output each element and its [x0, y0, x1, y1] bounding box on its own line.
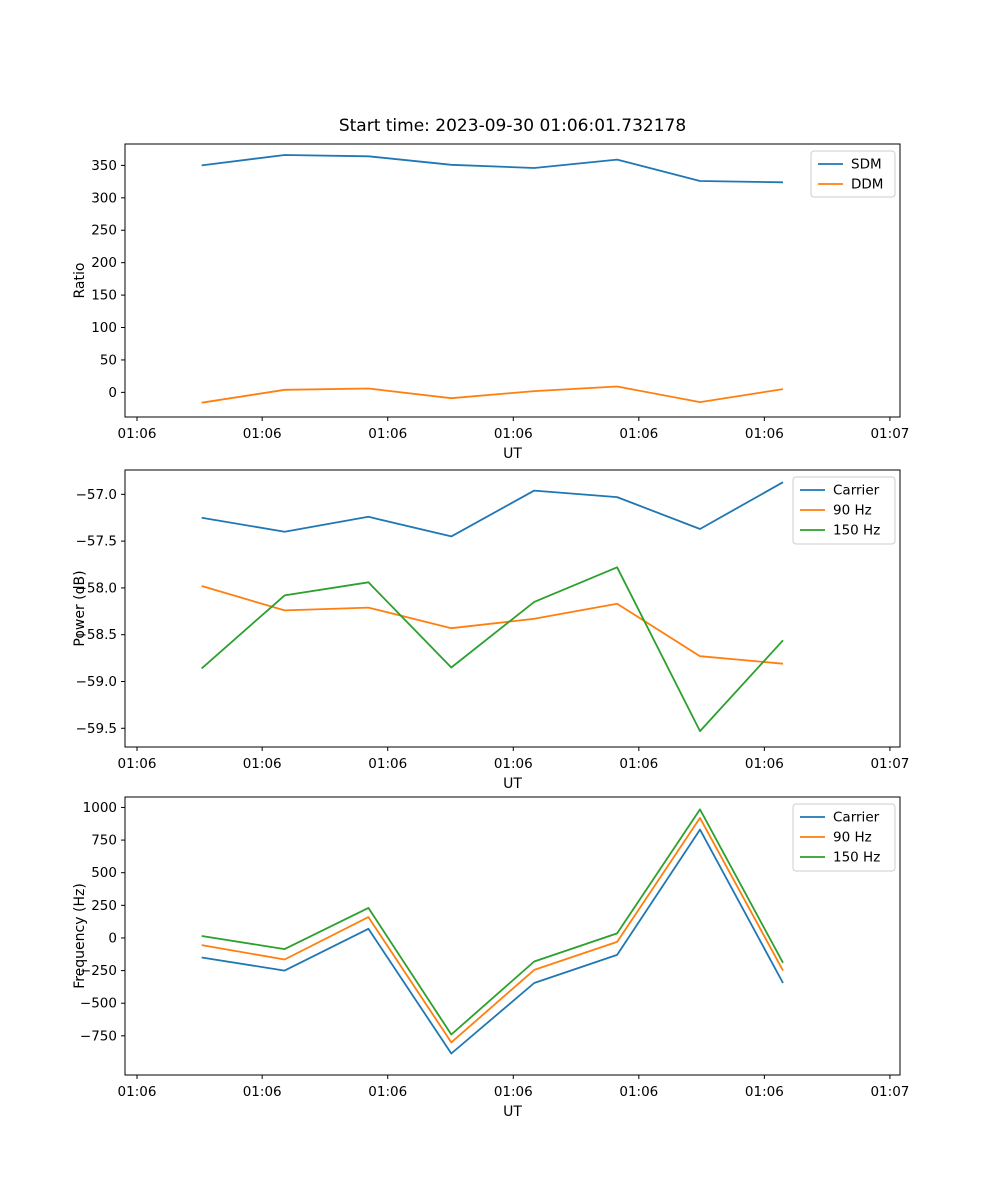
- series-line-sdm: [202, 155, 783, 182]
- figure-title: Start time: 2023-09-30 01:06:01.732178: [338, 116, 687, 136]
- legend: [811, 151, 895, 197]
- legend-label: 150 Hz: [833, 849, 881, 866]
- y-tick-label: 150: [91, 287, 117, 304]
- y-tick-label: −58.5: [75, 627, 117, 644]
- y-tick-label: 1000: [82, 799, 117, 816]
- legend-label: DDM: [851, 176, 884, 193]
- y-tick-label: 250: [91, 222, 117, 239]
- x-tick-label: 01:06: [744, 756, 784, 772]
- series-line-ddm: [202, 387, 783, 403]
- y-tick-label: −57.5: [75, 533, 117, 550]
- x-tick-label: 01:06: [368, 1084, 408, 1100]
- x-tick-label: 01:06: [493, 1084, 533, 1100]
- y-tick-label: 350: [91, 157, 117, 174]
- y-axis-label: Power (dB): [72, 570, 88, 647]
- y-tick-label: −500: [79, 995, 117, 1012]
- x-tick-label: 01:06: [744, 426, 784, 442]
- x-axis-label: UT: [503, 446, 522, 462]
- frequency-chart: [72, 797, 909, 1120]
- y-tick-label: 0: [108, 930, 117, 947]
- y-axis-label: Frequency (Hz): [72, 883, 88, 989]
- y-tick-label: 200: [91, 255, 117, 272]
- axes-spines: [125, 797, 900, 1075]
- axes-spines: [125, 470, 900, 747]
- y-tick-label: 300: [91, 190, 117, 207]
- x-tick-label: 01:06: [368, 756, 408, 772]
- x-tick-label: 01:06: [744, 1084, 784, 1100]
- y-tick-label: 250: [91, 897, 117, 914]
- series-line-carrier: [202, 482, 783, 536]
- legend: [793, 477, 895, 544]
- x-tick-label: 01:06: [117, 1084, 157, 1100]
- legend: [793, 804, 895, 871]
- y-tick-label: −59.5: [75, 720, 117, 737]
- y-tick-label: 100: [91, 320, 117, 337]
- series-line-150-hz: [202, 809, 783, 1034]
- y-tick-label: −250: [79, 963, 117, 980]
- legend-label: SDM: [851, 156, 882, 173]
- y-axis-label: Ratio: [72, 262, 88, 299]
- x-tick-label: 01:06: [117, 426, 157, 442]
- legend-label: Carrier: [833, 482, 880, 499]
- x-axis-label: UT: [503, 776, 522, 792]
- y-tick-label: 50: [99, 352, 117, 369]
- power-chart: [72, 470, 909, 792]
- x-tick-label: 01:06: [242, 426, 282, 442]
- x-tick-label: 01:06: [619, 756, 659, 772]
- legend-label: 150 Hz: [833, 522, 881, 539]
- y-tick-label: −750: [79, 1028, 117, 1045]
- x-tick-label: 01:06: [242, 756, 282, 772]
- y-tick-label: −59.0: [75, 673, 117, 690]
- series-line-90-hz: [202, 586, 783, 664]
- x-tick-label: 01:06: [242, 1084, 282, 1100]
- y-tick-label: 750: [91, 832, 117, 849]
- ratio-chart: [72, 144, 909, 462]
- x-tick-label: 01:06: [368, 426, 408, 442]
- y-tick-label: −57.0: [75, 486, 117, 503]
- y-tick-label: −58.0: [75, 580, 117, 597]
- y-tick-label: 0: [108, 384, 117, 401]
- axes-spines: [125, 144, 900, 417]
- series-line-90-hz: [202, 818, 783, 1043]
- series-line-carrier: [202, 830, 783, 1054]
- series-line-150-hz: [202, 567, 783, 731]
- x-tick-label: 01:06: [493, 426, 533, 442]
- legend-label: Carrier: [833, 809, 880, 826]
- x-tick-label: 01:06: [117, 756, 157, 772]
- x-tick-label: 01:07: [870, 1084, 910, 1100]
- x-tick-label: 01:06: [493, 756, 533, 772]
- x-tick-label: 01:07: [870, 426, 910, 442]
- legend-label: 90 Hz: [833, 829, 872, 846]
- y-tick-label: 500: [91, 865, 117, 882]
- x-axis-label: UT: [503, 1104, 522, 1120]
- x-tick-label: 01:06: [619, 1084, 659, 1100]
- x-tick-label: 01:06: [619, 426, 659, 442]
- x-tick-label: 01:07: [870, 756, 910, 772]
- legend-label: 90 Hz: [833, 502, 872, 519]
